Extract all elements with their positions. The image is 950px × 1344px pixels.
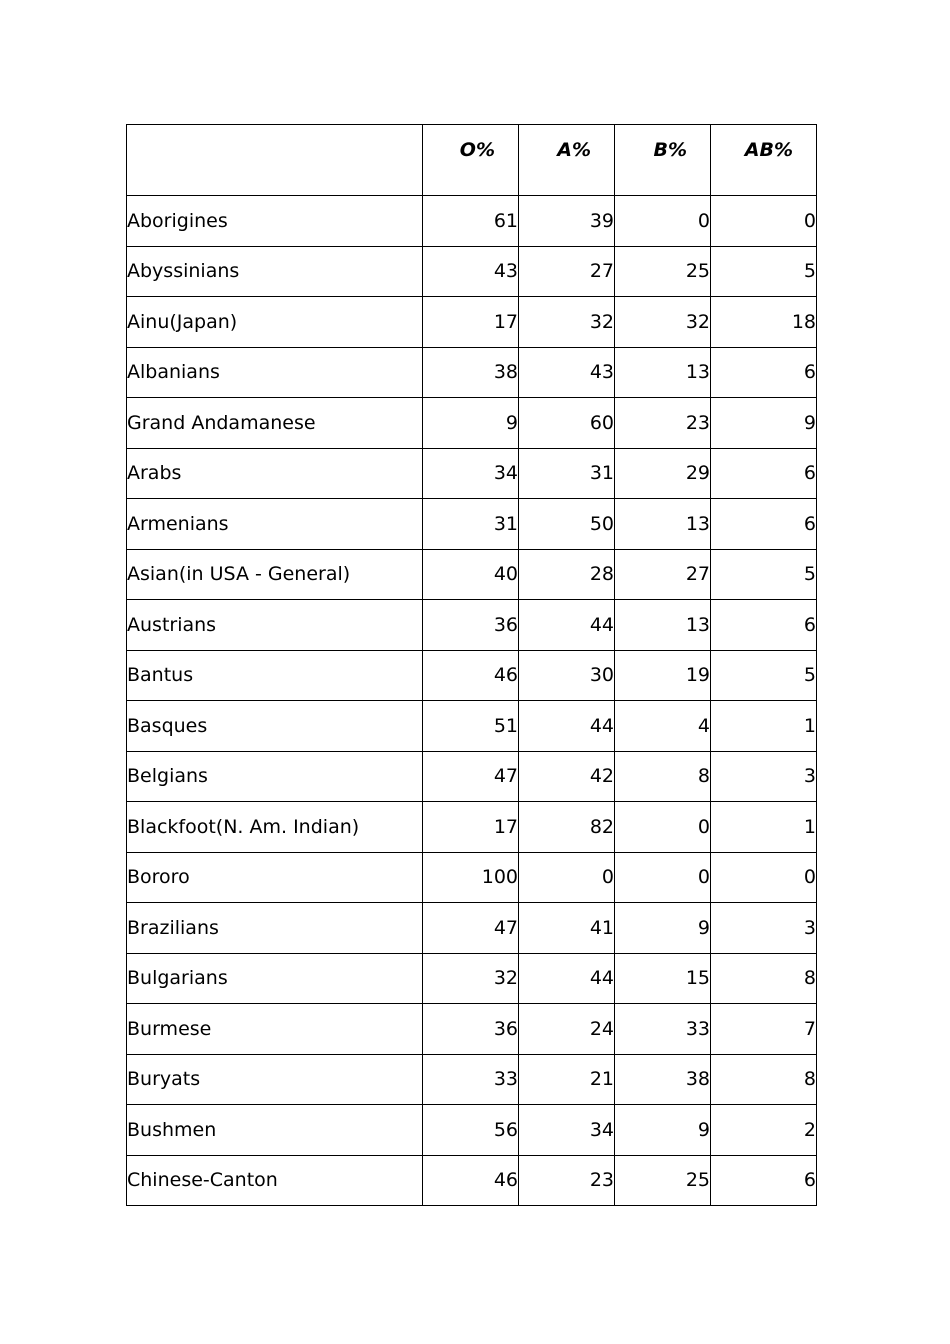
a-percent-value: 44	[519, 953, 615, 1004]
b-percent-value: 19	[615, 650, 711, 701]
population-name: Bushmen	[127, 1105, 423, 1156]
o-percent-value: 31	[423, 499, 519, 550]
b-percent-value: 8	[615, 751, 711, 802]
blood-type-table	[126, 124, 817, 1206]
table-row	[127, 1105, 817, 1156]
table-row	[127, 1155, 817, 1206]
o-percent-value: 100	[423, 852, 519, 903]
o-percent-value: 43	[423, 246, 519, 297]
ab-percent-value: 3	[711, 751, 817, 802]
population-name: Blackfoot(N. Am. Indian)	[127, 802, 423, 853]
table-row	[127, 347, 817, 398]
population-name: Burmese	[127, 1004, 423, 1055]
ab-percent-value: 5	[711, 549, 817, 600]
o-percent-value: 47	[423, 903, 519, 954]
table-row	[127, 448, 817, 499]
header-row	[127, 125, 817, 196]
a-percent-value: 28	[519, 549, 615, 600]
population-name: Armenians	[127, 499, 423, 550]
population-name: Albanians	[127, 347, 423, 398]
b-percent-value: 9	[615, 1105, 711, 1156]
table-row	[127, 953, 817, 1004]
population-name: Chinese-Canton	[127, 1155, 423, 1206]
table-row	[127, 398, 817, 449]
ab-percent-value: 1	[711, 701, 817, 752]
b-percent-value: 32	[615, 297, 711, 348]
a-percent-value: 0	[519, 852, 615, 903]
b-percent-value: 0	[615, 802, 711, 853]
population-name: Arabs	[127, 448, 423, 499]
population-name: Belgians	[127, 751, 423, 802]
population-name: Grand Andamanese	[127, 398, 423, 449]
header-b-percent: B%	[615, 125, 711, 196]
ab-percent-value: 6	[711, 448, 817, 499]
a-percent-value: 44	[519, 600, 615, 651]
ab-percent-value: 0	[711, 196, 817, 247]
table-row	[127, 600, 817, 651]
population-name: Aborigines	[127, 196, 423, 247]
table-row	[127, 297, 817, 348]
o-percent-value: 46	[423, 1155, 519, 1206]
o-percent-value: 36	[423, 600, 519, 651]
table-row	[127, 701, 817, 752]
ab-percent-value: 8	[711, 953, 817, 1004]
table-row	[127, 1054, 817, 1105]
o-percent-value: 34	[423, 448, 519, 499]
population-name: Basques	[127, 701, 423, 752]
ab-percent-value: 0	[711, 852, 817, 903]
population-name: Bulgarians	[127, 953, 423, 1004]
ab-percent-value: 6	[711, 347, 817, 398]
table-row	[127, 549, 817, 600]
a-percent-value: 41	[519, 903, 615, 954]
b-percent-value: 4	[615, 701, 711, 752]
b-percent-value: 9	[615, 903, 711, 954]
b-percent-value: 13	[615, 347, 711, 398]
b-percent-value: 33	[615, 1004, 711, 1055]
a-percent-value: 30	[519, 650, 615, 701]
table-body	[127, 196, 817, 1206]
b-percent-value: 13	[615, 499, 711, 550]
table-row	[127, 650, 817, 701]
ab-percent-value: 3	[711, 903, 817, 954]
population-name: Buryats	[127, 1054, 423, 1105]
b-percent-value: 38	[615, 1054, 711, 1105]
ab-percent-value: 6	[711, 1155, 817, 1206]
o-percent-value: 36	[423, 1004, 519, 1055]
b-percent-value: 25	[615, 1155, 711, 1206]
population-name: Austrians	[127, 600, 423, 651]
o-percent-value: 17	[423, 297, 519, 348]
header-ab-percent: AB%	[711, 125, 817, 196]
a-percent-value: 27	[519, 246, 615, 297]
table-row	[127, 1004, 817, 1055]
a-percent-value: 42	[519, 751, 615, 802]
population-name: Bororo	[127, 852, 423, 903]
population-name: Bantus	[127, 650, 423, 701]
a-percent-value: 44	[519, 701, 615, 752]
table-row	[127, 852, 817, 903]
b-percent-value: 13	[615, 600, 711, 651]
a-percent-value: 39	[519, 196, 615, 247]
a-percent-value: 24	[519, 1004, 615, 1055]
o-percent-value: 46	[423, 650, 519, 701]
o-percent-value: 32	[423, 953, 519, 1004]
table-row	[127, 499, 817, 550]
o-percent-value: 61	[423, 196, 519, 247]
ab-percent-value: 6	[711, 499, 817, 550]
b-percent-value: 27	[615, 549, 711, 600]
a-percent-value: 43	[519, 347, 615, 398]
b-percent-value: 15	[615, 953, 711, 1004]
ab-percent-value: 8	[711, 1054, 817, 1105]
o-percent-value: 47	[423, 751, 519, 802]
header-a-percent: A%	[519, 125, 615, 196]
ab-percent-value: 6	[711, 600, 817, 651]
b-percent-value: 0	[615, 852, 711, 903]
ab-percent-value: 2	[711, 1105, 817, 1156]
o-percent-value: 56	[423, 1105, 519, 1156]
o-percent-value: 9	[423, 398, 519, 449]
a-percent-value: 21	[519, 1054, 615, 1105]
b-percent-value: 29	[615, 448, 711, 499]
table-row	[127, 246, 817, 297]
a-percent-value: 32	[519, 297, 615, 348]
population-name: Brazilians	[127, 903, 423, 954]
o-percent-value: 51	[423, 701, 519, 752]
b-percent-value: 0	[615, 196, 711, 247]
ab-percent-value: 18	[711, 297, 817, 348]
a-percent-value: 34	[519, 1105, 615, 1156]
a-percent-value: 50	[519, 499, 615, 550]
table-row	[127, 751, 817, 802]
ab-percent-value: 9	[711, 398, 817, 449]
header-population	[127, 125, 423, 196]
ab-percent-value: 5	[711, 246, 817, 297]
o-percent-value: 40	[423, 549, 519, 600]
a-percent-value: 31	[519, 448, 615, 499]
o-percent-value: 33	[423, 1054, 519, 1105]
population-name: Abyssinians	[127, 246, 423, 297]
ab-percent-value: 7	[711, 1004, 817, 1055]
table-row	[127, 903, 817, 954]
a-percent-value: 60	[519, 398, 615, 449]
a-percent-value: 82	[519, 802, 615, 853]
header-o-percent: O%	[423, 125, 519, 196]
population-name: Asian(in USA - General)	[127, 549, 423, 600]
b-percent-value: 23	[615, 398, 711, 449]
o-percent-value: 38	[423, 347, 519, 398]
ab-percent-value: 1	[711, 802, 817, 853]
ab-percent-value: 5	[711, 650, 817, 701]
o-percent-value: 17	[423, 802, 519, 853]
a-percent-value: 23	[519, 1155, 615, 1206]
table-row	[127, 802, 817, 853]
population-name: Ainu(Japan)	[127, 297, 423, 348]
b-percent-value: 25	[615, 246, 711, 297]
table-row	[127, 196, 817, 247]
